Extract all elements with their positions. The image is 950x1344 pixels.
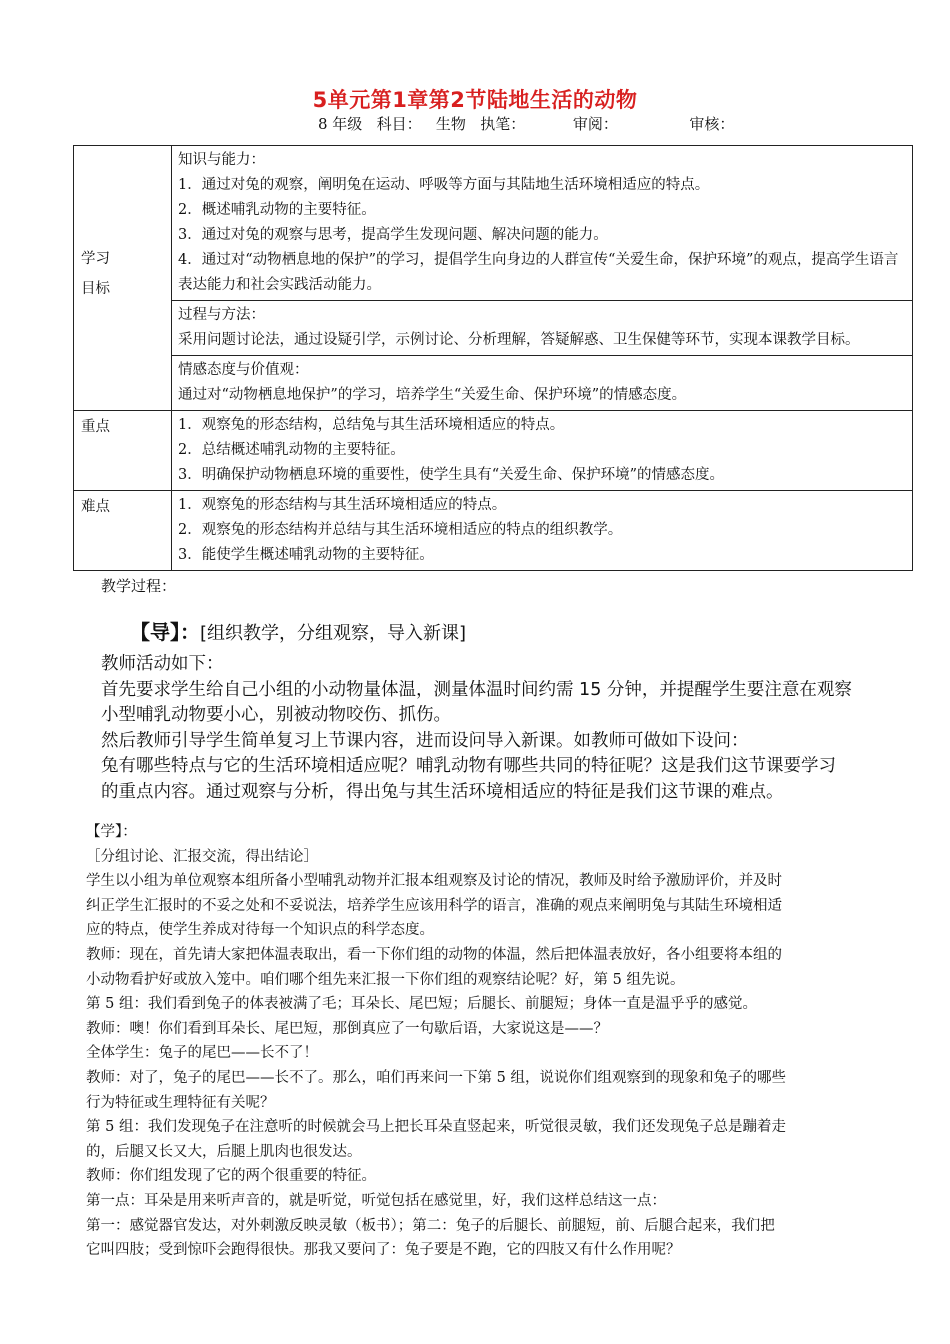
activity-line: 的重点内容。通过观察与分析，得出兔与其生活环境相适应的特征是我们这节课的难点。 [101,781,784,802]
document-meta: 8 年级 科目： 生物 执笔： 审阅： 审核： [318,115,735,133]
dao-tag: 【导】： [130,620,200,644]
study-section [86,820,914,1263]
key-points-cell [172,411,913,491]
activity-line: 小型哺乳动物要小心，别被动物咬伤、抓伤。 [101,705,451,725]
knowledge-item: 1．通过对兔的观察，阐明兔在运动、呼吸等方面与其陆地生活环境相适应的特点。 [178,177,710,193]
study-line: 小动物看护好或放入笼中。咱们哪个组先来汇报一下你们组的观察结论呢？好，第 5 组先说。 [86,971,685,988]
difficulties-cell [172,491,913,571]
process-label: 教学过程： [101,577,177,595]
emotion-heading: 情感态度与价值观： [178,362,309,378]
study-line: 全体学生：兔子的尾巴——长不了！ [86,1045,318,1062]
study-line: 它叫四肢；受到惊吓会跑得很快。那我又要问了：兔子要是不跑，它的四肢又有什么作用呢？ [86,1242,681,1259]
difficulties-label-text: 难点 [81,499,110,515]
key-points-label-text: 重点 [81,419,110,435]
study-line: 第 5 组：我们发现兔子在注意听的时候就会马上把长耳朵直竖起来，听觉很灵敏，我们还发现兔子总是蹦着走 [86,1119,786,1136]
teacher-activity [101,652,923,805]
knowledge-item: 4．通过对“动物栖息地的保护”的学习，提倡学生向身边的人群宣传“关爱生命，保护环境”的观点，提高学生语言表达能力和社会实践活动能力。 [178,252,899,293]
study-line: 第 5 组：我们看到兔子的体表被满了毛；耳朵长、尾巴短；后腿长、前腿短；身体一直是温乎乎的感觉。 [86,996,757,1013]
key-point-item: 2．总结概述哺乳动物的主要特征。 [178,442,405,458]
study-line: ［分组讨论、汇报交流，得出结论］ [86,848,318,865]
difficulty-item: 1．观察兔的形态结构与其生活环境相适应的特点。 [178,497,507,513]
key-points-label [74,411,172,491]
difficulties-label [74,491,172,571]
process-text: 采用问题讨论法，通过设疑引学，示例讨论、分析理解，答疑解惑、卫生保健等环节，实现本课教学目标。 [178,332,860,348]
activity-line: 教师活动如下： [101,654,224,674]
knowledge-item: 2．概述哺乳动物的主要特征。 [178,202,376,218]
objectives-label-2: 目标 [81,281,110,297]
dao-text: [组织教学，分组观察，导入新课] [200,623,467,644]
activity-line: 兔有哪些特点与它的生活环境相适应呢？哺乳动物有哪些共同的特征呢？这是我们这节课要学习 [101,756,836,776]
study-line: 学生以小组为单位观察本组所备小型哺乳动物并汇报本组观察及讨论的情况，教师及时给予激励评价，并及时 [86,873,782,890]
study-line: 的，后腿又长又大，后腿上肌肉也很发达。 [86,1143,362,1160]
study-line: 第一点：耳朵是用来听声音的，就是听觉，听觉包括在感觉里，好，我们这样总结这一点： [86,1192,666,1209]
objectives-table [73,145,913,571]
study-line: 教师：对了，兔子的尾巴——长不了。那么，咱们再来问一下第 5 组，说说你们组观察到的现象和兔子的哪些 [86,1069,786,1086]
difficulty-item: 2．观察兔的形态结构并总结与其生活环境相适应的特点的组织教学。 [178,522,623,538]
study-line: 第一：感觉器官发达，对外刺激反映灵敏（板书）；第二：兔子的后腿长、前腿短，前、后腿合起来，我们把 [86,1217,775,1234]
study-line: 教师：现在，首先请大家把体温表取出，看一下你们组的动物的体温，然后把体温表放好，各小组要将本组的 [86,946,782,963]
study-line: 行为特征或生理特征有关呢？ [86,1094,275,1111]
study-line: 应的特点，使学生养成对待每一个知识点的科学态度。 [86,922,434,939]
dao-section-heading [130,616,466,645]
study-line: 纠正学生汇报时的不妥之处和不妥说法，培养学生应该用科学的语言，准确的观点来阐明兔与其陆生环境相适 [86,897,782,914]
objectives-label-1: 学习 [81,251,110,267]
study-line: 【学】： [86,824,137,840]
activity-line: 然后教师引导学生简单复习上节课内容，进而设问导入新课。如教师可做如下设问： [101,730,749,751]
key-point-item: 1．观察兔的形态结构，总结兔与其生活环境相适应的特点。 [178,417,565,433]
difficulty-item: 3．能使学生概述哺乳动物的主要特征。 [178,547,434,563]
key-point-item: 3．明确保护动物栖息环境的重要性，使学生具有“关爱生命、保护环境”的情感态度。 [178,467,725,483]
knowledge-cell [172,146,913,301]
activity-line: 首先要求学生给自己小组的小动物量体温，测量体温时间约需 15 分钟，并提醒学生要注意在观察 [101,679,852,700]
knowledge-heading: 知识与能力： [178,152,265,168]
page-title: 5单元第1章第2节陆地生活的动物 [312,88,638,112]
knowledge-item: 3．通过对兔的观察与思考，提高学生发现问题、解决问题的能力。 [178,227,608,243]
process-cell [172,301,913,356]
study-line: 教师：你们组发现了它的两个很重要的特征。 [86,1168,376,1185]
study-line: 教师：噢！你们看到耳朵长、尾巴短，那倒真应了一句歇后语，大家说这是——？ [86,1020,608,1037]
emotion-text: 通过对“动物栖息地保护”的学习，培养学生“关爱生命、保护环境”的情感态度。 [178,387,687,403]
objectives-label-cell [74,146,172,411]
emotion-cell [172,356,913,411]
process-heading: 过程与方法： [178,307,265,323]
